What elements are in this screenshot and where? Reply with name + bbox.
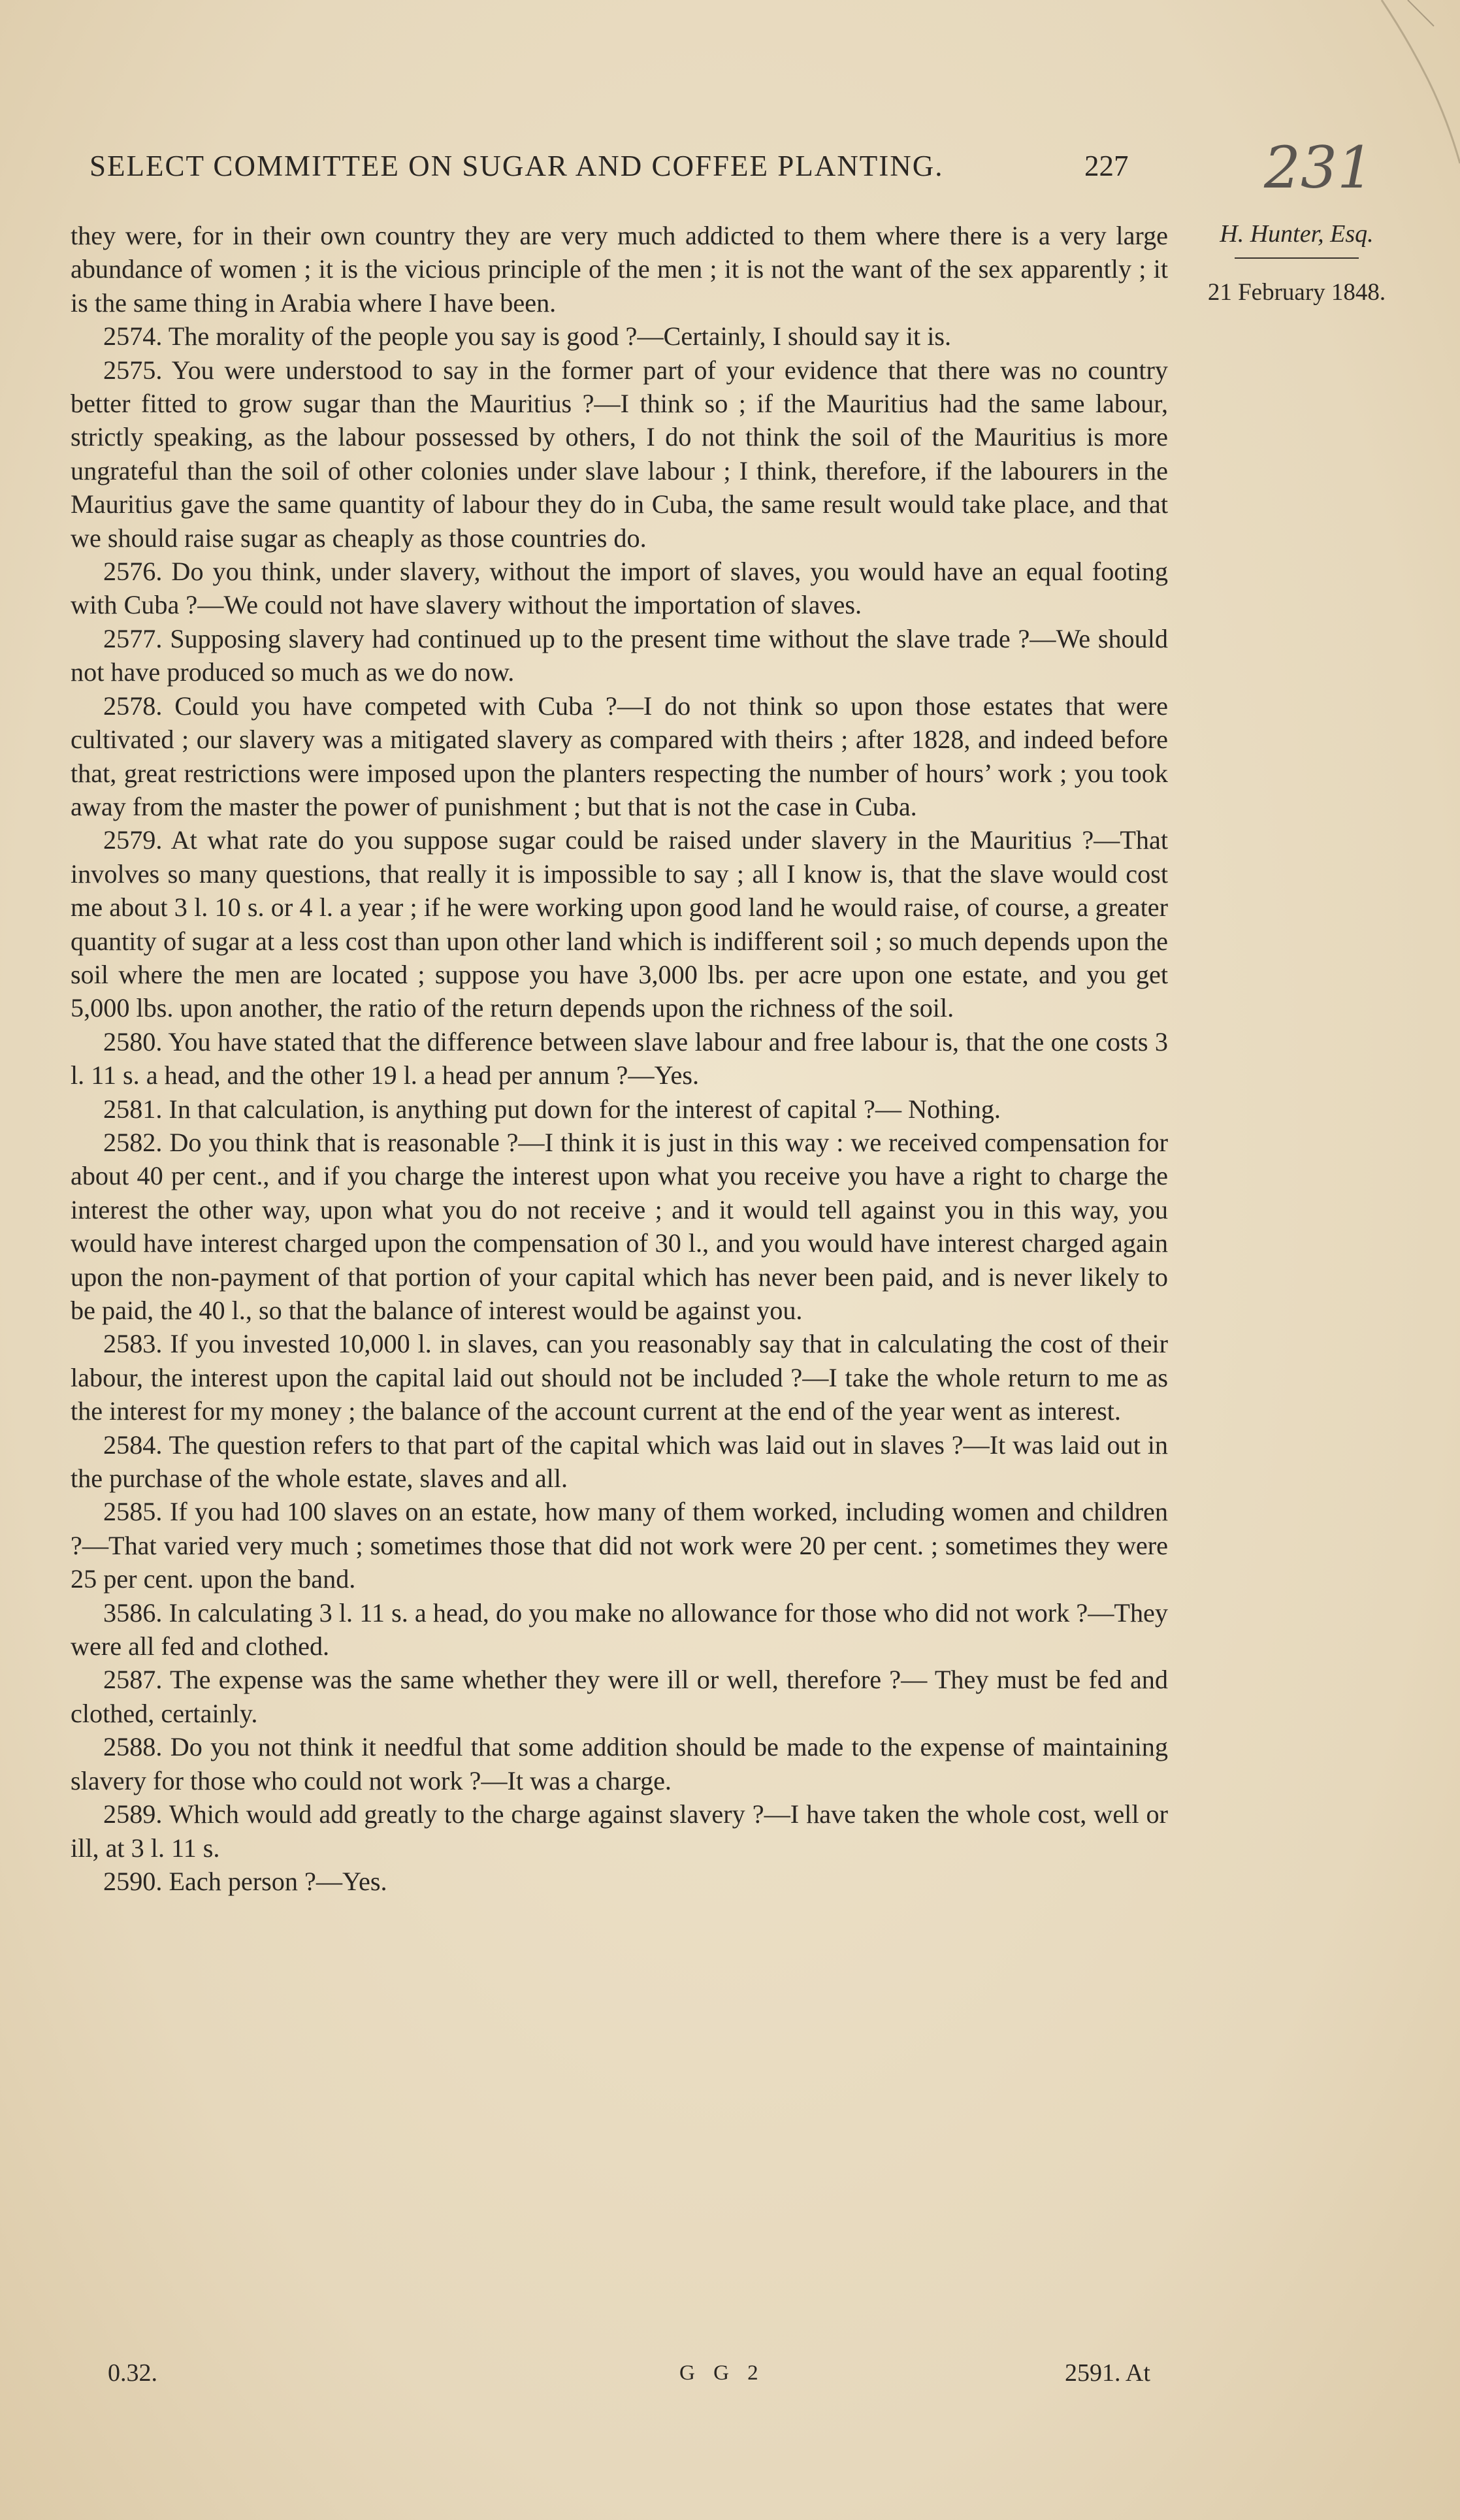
question-2581: 2581. In that calculation, is anything put down for the interest of capital ?— Nothing. <box>103 1094 1001 1124</box>
witness-name: H. Hunter, Esq. <box>1220 220 1374 248</box>
question-2588: 2588. Do you not think it needful that some addition should be made to the expense of maintaining slavery for those who could not work ?—It was a charge. <box>71 1732 1168 1795</box>
question-2577: 2577. Supposing slavery had continued up to the present time without the slave trade ?—We should not have produced so much as we do now. <box>71 623 1168 687</box>
question-2590: 2590. Each person ?—Yes. <box>103 1866 387 1896</box>
question-2589: 2589. Which would add greatly to the charge against slavery ?—I have taken the whole cost, well or ill, at 3 l. 11 s. <box>71 1799 1168 1863</box>
footer-catchword: 2591. At <box>1065 2359 1150 2387</box>
question-2583: 2583. If you invested 10,000 l. in slaves, can you reasonably say that in calculating the cost of their labour, the interest upon the capital laid out should not be included ?—I take the whole return to me as the interest for my money ; the balance of the account current at the end of the year went as interest. <box>71 1329 1168 1426</box>
page-fold-mark <box>1369 0 1460 170</box>
question-2575: 2575. You were understood to say in the former part of your evidence that there was no country better fitted to grow sugar than the Mauritius ?—I think so ; if the Mauritius had the same labour, strictly speaking, as the labour possessed by others, I do not think the soil of the Mauritius is more ungrateful than the soil of other colonies under slave labour ; I think, therefore, if the labourers in the Mauritius gave the same quantity of labour they do in Cuba, the same result would take place, and that we should raise sugar as cheaply as those countries do. <box>71 355 1168 553</box>
question-2576: 2576. Do you think, under slavery, without the import of slaves, you would have an equal footing with Cuba ?—We could not have slavery without the importation of slaves. <box>71 557 1168 620</box>
question-2579: 2579. At what rate do you suppose sugar could be raised under slavery in the Mauritius ?—That involves so many questions, that really it is impossible to say ; all I know is, that the slave would cost me about 3 l. 10 s. or 4 l. a year ; if he were working upon good land he would raise, of course, a greater quantity of sugar at a less cost than upon other land which is indifferent soil ; so much depends upon the soil where the men are located ; suppose you have 3,000 lbs. per acre upon one estate, and you get 5,000 lbs. upon another, the ratio of the return depends upon the richness of the soil. <box>71 825 1168 1023</box>
evidence-date: 21 February 1848. <box>1207 279 1386 306</box>
question-2587: 2587. The expense was the same whether they were ill or well, therefore ?— They must be fed and clothed, certainly. <box>71 1665 1168 1728</box>
question-2585: 2585. If you had 100 slaves on an estate, how many of them worked, including women and children ?—That varied very much ; sometimes those that did not work were 20 per cent. ; sometimes they were 25 per cent. upon the band. <box>71 1497 1168 1594</box>
footer-signature: G G 2 <box>679 2361 765 2385</box>
question-2582: 2582. Do you think that is reasonable ?—I think it is just in this way : we received compensation for about 40 per cent., and if you charge the interest upon what you receive you have a right to charge the interest the other way, upon what you do not receive ; and it would tell against you in this way, you would have interest charged upon the compensation of 30 l., and you would have interest charged again upon the non-payment of that portion of your capital which has never been paid, and is never likely to be paid, the 40 l., so that the balance of interest would be against you. <box>71 1127 1168 1325</box>
handwritten-folio: 231 <box>1264 134 1374 201</box>
paragraph-continuation: they were, for in their own country they are very much addicted to them where there is a very large abundance of women ; it is the vicious principle of the men ; it is not the want of the sex apparently ; it is the same thing in Arabia where I have been. <box>71 221 1168 318</box>
margin-rule <box>1235 257 1359 259</box>
question-2574: 2574. The morality of the people you say is good ?—Certainly, I should say it is. <box>103 321 952 352</box>
evidence-text <box>71 219 1168 1898</box>
question-3586: 3586. In calculating 3 l. 11 s. a head, do you make no allowance for those who did not work ?—They were all fed and clothed. <box>71 1597 1168 1661</box>
page-number: 227 <box>1084 150 1129 182</box>
footer-paper-number: 0.32. <box>108 2359 157 2387</box>
question-2580: 2580. You have stated that the difference between slave labour and free labour is, that the one costs 3 l. 11 s. a head, and the other 19 l. a head per annum ?—Yes. <box>71 1026 1168 1090</box>
margin-note <box>1199 220 1395 306</box>
question-2578: 2578. Could you have competed with Cuba ?—I do not think so upon those estates that were cultivated ; our slavery was a mitigated slavery as compared with theirs ; after 1828, and indeed before that, great restrictions were imposed upon the planters respecting the number of hours’ work ; you took away from the master the power of punishment ; but that is not the case in Cuba. <box>71 691 1168 821</box>
running-title: SELECT COMMITTEE ON SUGAR AND COFFEE PLANTING. <box>89 150 944 182</box>
question-2584: 2584. The question refers to that part of the capital which was laid out in slaves ?—It was laid out in the purchase of the whole estate, slaves and all. <box>71 1430 1168 1494</box>
